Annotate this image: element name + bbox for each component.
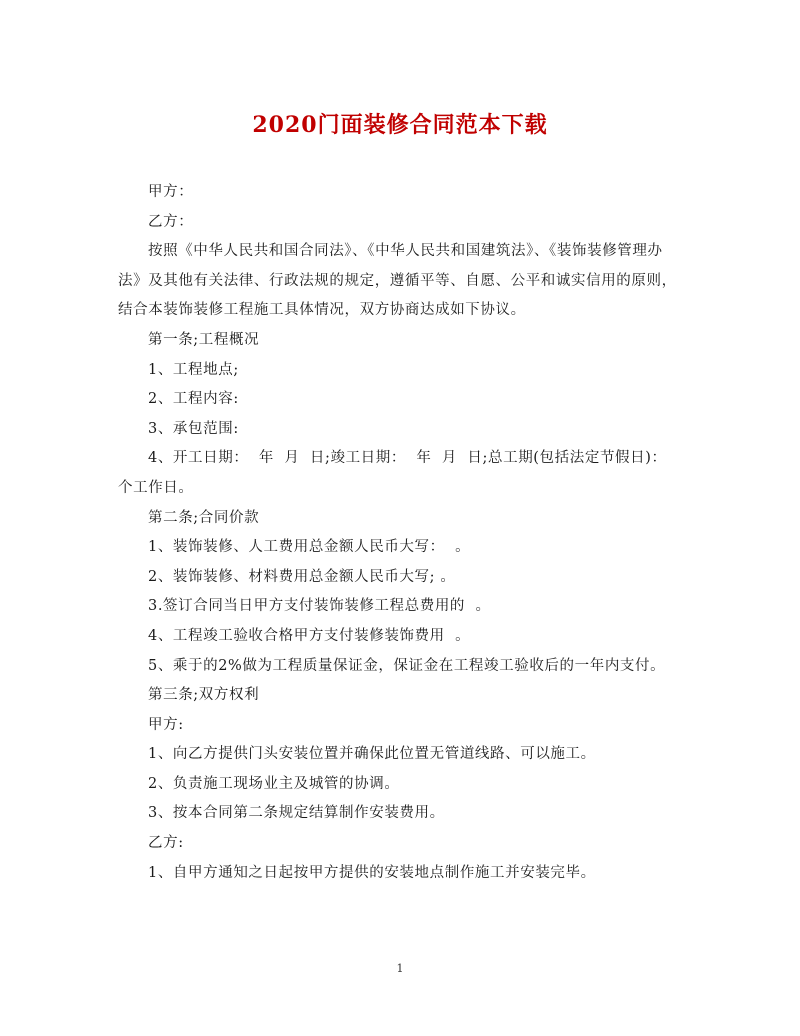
article-1-item-1: 1、工程地点; <box>148 361 239 378</box>
article-2-item-2: 2、装饰装修、材料费用总金额人民币大写; 。 <box>148 568 456 585</box>
article-1-heading: 第一条;工程概况 <box>148 331 260 348</box>
document-title: 2020门面装修合同范本下载 <box>252 112 548 138</box>
document-body <box>118 178 684 888</box>
article-1-item-2: 2、工程内容: <box>148 391 239 408</box>
article-3-party-a-item-2: 2、负责施工现场业主及城管的协调。 <box>148 775 400 792</box>
article-3-party-b-item-1: 1、自甲方通知之日起按甲方提供的安装地点制作施工并安装完毕。 <box>148 864 596 881</box>
paragraph-party-b: 乙方： <box>148 213 194 230</box>
article-3-party-a-item-3: 3、按本合同第二条规定结算制作安装费用。 <box>148 805 445 822</box>
article-3-heading: 第三条;双方权利 <box>148 687 260 704</box>
paragraph-party-a: 甲方： <box>148 184 194 200</box>
article-3-party-a: 甲方: <box>148 716 184 733</box>
article-2-item-3: 3.签订合同当日甲方支付装饰装修工程总费用的 。 <box>148 598 491 615</box>
article-2-heading: 第二条;合同价款 <box>148 509 260 526</box>
paragraph-preamble: 按照《中华人民共和国合同法》、《中华人民共和国建筑法》、《装饰装修管理办法》及其他有关法律、行政法规的规定，遵循平等、自愿、公平和诚实信用的原则，结合本装饰装修工程施工具体情况，双方协商达成如下协议。 <box>118 243 677 319</box>
article-3-party-a-item-1: 1、向乙方提供门头安装位置并确保此位置无管道线路、可以施工。 <box>148 746 596 763</box>
article-1-item-3: 3、承包范围: <box>148 420 239 437</box>
article-2-item-1: 1、装饰装修、人工费用总金额人民币大写： 。 <box>148 539 471 556</box>
article-2-item-4: 4、工程竣工验收合格甲方支付装修装饰费用 。 <box>148 627 471 644</box>
article-3-party-b: 乙方: <box>148 835 184 852</box>
page-number: 1 <box>396 962 404 975</box>
article-1-item-4: 4、开工日期： 年 月 日;竣工日期： 年 月 日;总工期(包括法定节假日)： 个工作日。 <box>118 450 678 496</box>
article-2-item-5: 5、乘于的2%做为工程质量保证金，保证金在工程竣工验收后的一年内支付。 <box>148 657 666 674</box>
